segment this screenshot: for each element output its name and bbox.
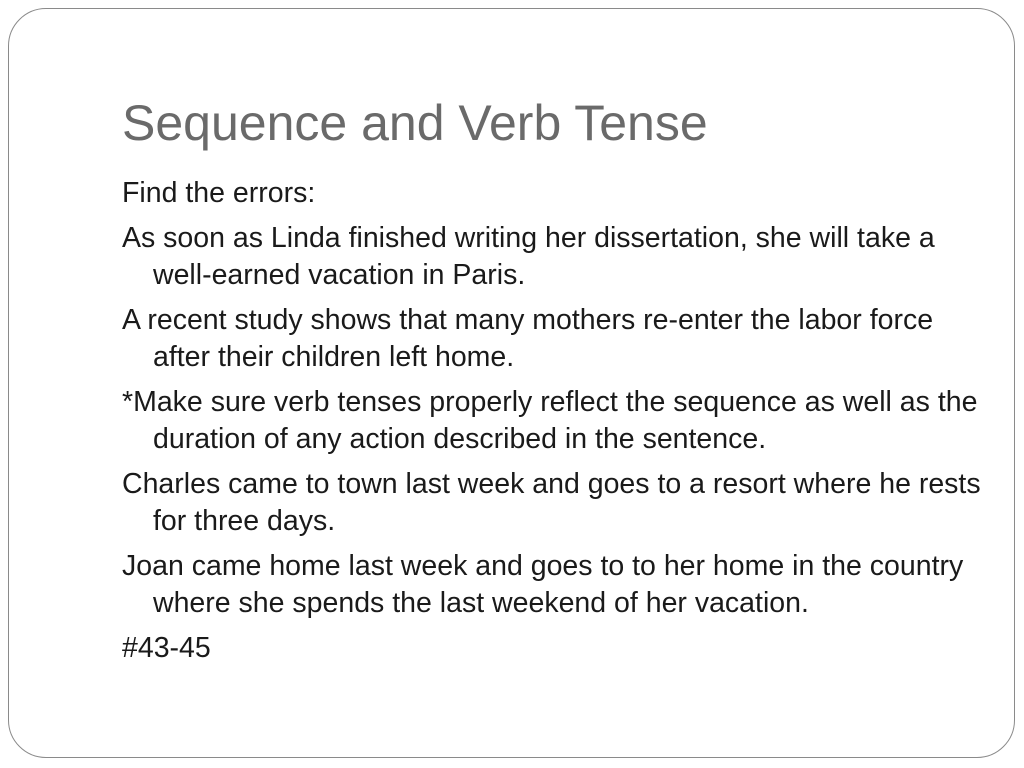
paragraph-tense-note: *Make sure verb tenses properly reflect the sequence as well as the duration of any action described in the sentence.: [122, 386, 978, 455]
paragraph-mothers-example: A recent study shows that many mothers re-enter the labor force after their children left home.: [122, 304, 934, 373]
slide-body: [122, 175, 982, 675]
paragraph-charles-example: Charles came to town last week and goes to a resort where he rests for three days.: [122, 468, 981, 537]
slide-title: Sequence and Verb Tense: [122, 95, 708, 151]
paragraph-joan-example: Joan came home last week and goes to to her home in the country where she spends the last weekend of her vacation.: [122, 550, 964, 619]
paragraph-linda-example: As soon as Linda finished writing her dissertation, she will take a well-earned vacation in Paris.: [122, 222, 935, 291]
slide-frame: [8, 8, 1015, 758]
paragraph-exercise-range: #43-45: [122, 632, 211, 664]
paragraph-find-errors: Find the errors:: [122, 177, 316, 209]
